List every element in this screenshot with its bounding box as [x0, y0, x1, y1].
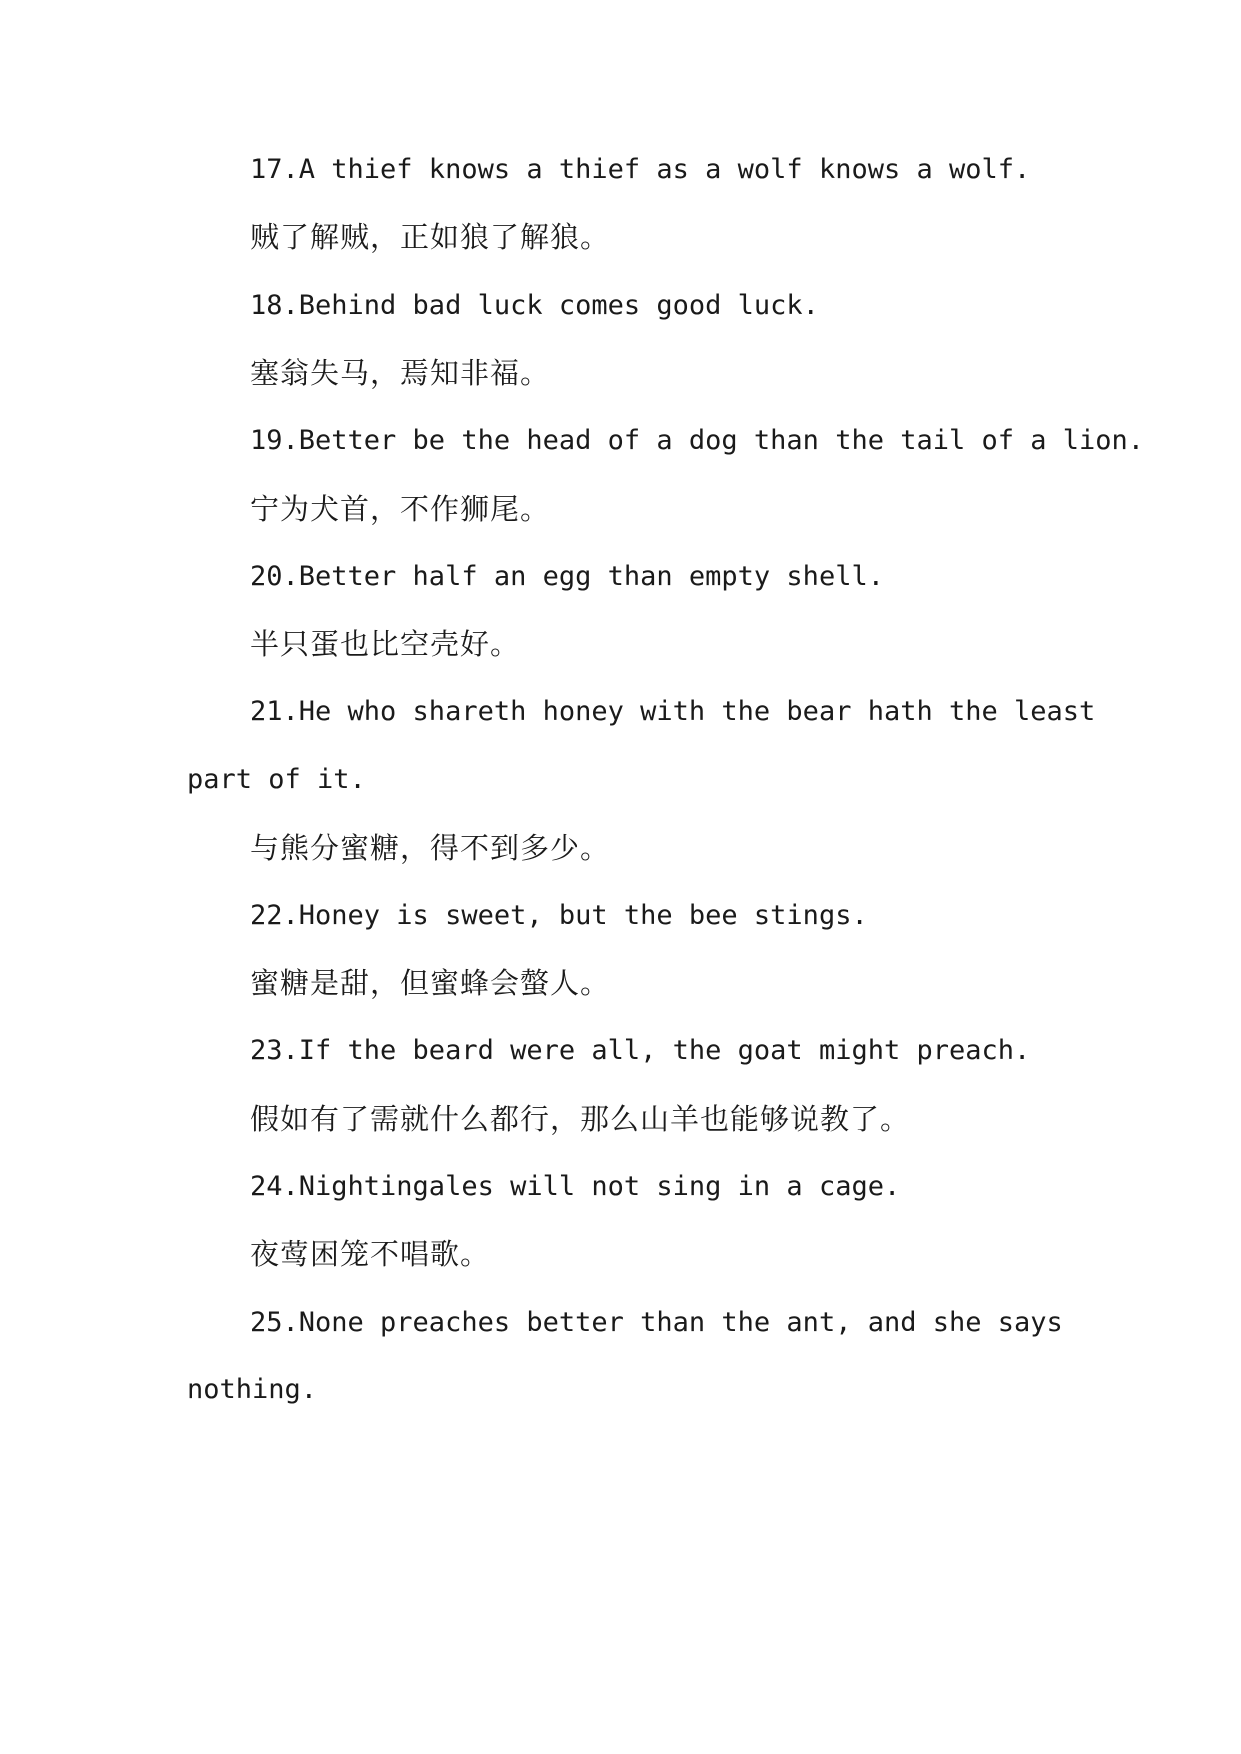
- proverb-21-en-line1: 21.He who shareth honey with the bear hath the least: [250, 696, 1096, 727]
- proverb-24-en: 24.Nightingales will not sing in a cage.: [250, 1171, 901, 1202]
- proverb-19-cn: 宁为犬首，不作狮尾。: [250, 492, 551, 526]
- proverb-19-en: 19.Better be the head of a dog than the tail of a lion.: [250, 425, 1145, 456]
- proverb-21-en-line2: part of it.: [187, 764, 366, 795]
- proverb-24-cn: 夜莺困笼不唱歌。: [250, 1237, 491, 1271]
- proverb-17-en: 17.A thief knows a thief as a wolf knows a wolf.: [250, 154, 1031, 185]
- proverb-25-en-line1: 25.None preaches better than the ant, and she says: [250, 1307, 1063, 1338]
- proverb-17-cn: 贼了解贼，正如狼了解狼。: [250, 220, 611, 254]
- proverb-22-en: 22.Honey is sweet, but the bee stings.: [250, 900, 868, 931]
- proverb-23-en: 23.If the beard were all, the goat might preach.: [250, 1035, 1031, 1066]
- proverb-18-en: 18.Behind bad luck comes good luck.: [250, 290, 819, 321]
- proverb-23-cn: 假如有了需就什么都行，那么山羊也能够说教了。: [250, 1102, 911, 1136]
- proverb-22-cn: 蜜糖是甜，但蜜蜂会螫人。: [250, 966, 611, 1000]
- proverb-18-cn: 塞翁失马，焉知非福。: [250, 356, 551, 390]
- proverb-21-cn: 与熊分蜜糖，得不到多少。: [250, 831, 611, 865]
- proverb-25-en-line2: nothing.: [187, 1374, 318, 1405]
- proverb-20-cn: 半只蛋也比空壳好。: [250, 627, 521, 661]
- proverb-20-en: 20.Better half an egg than empty shell.: [250, 561, 884, 592]
